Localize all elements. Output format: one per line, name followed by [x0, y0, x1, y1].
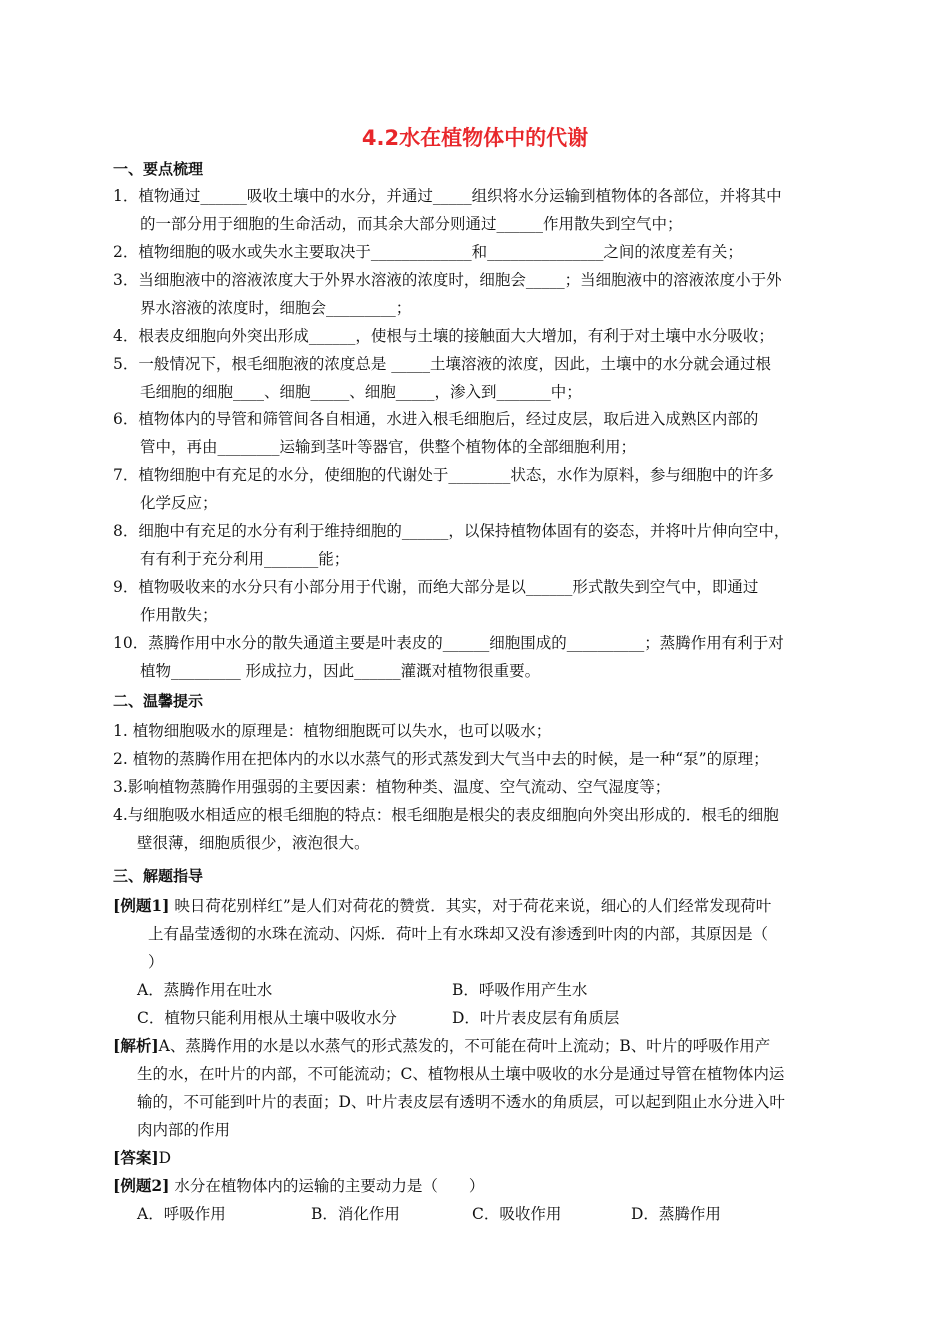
option-c: C．植物只能利用根从土壤中吸收水分 [137, 1009, 397, 1027]
text-line: A、蒸腾作用的水是以水蒸气的形式蒸发的，不可能在荷叶上流动；B、叶片的呼吸作用产 [158, 1037, 771, 1055]
option-c: C．吸收作用 [472, 1205, 562, 1223]
section-heading-problem-guide: 三、解题指导 [113, 867, 204, 885]
answer-value: D [158, 1149, 172, 1167]
text-line: 作用散失； [140, 606, 218, 624]
text-line: 壁很薄，细胞质很少，液泡很大。 [137, 834, 370, 852]
text-line: 3．当细胞液中的溶液浓度大于外界水溶液的浓度时，细胞会_____；当细胞液中的溶液浓度小于外 [113, 271, 782, 289]
text-line: 有有利于充分利用_______能； [140, 550, 350, 568]
text-line: 生的水，在叶片的内部，不可能流动；C、植物根从土壤中吸收的水分是通过导管在植物体内运 [137, 1065, 785, 1083]
answer-tag: [答案] [113, 1148, 159, 1167]
example-2-tag: [例题2] [113, 1176, 170, 1195]
text-line: 1. 植物细胞吸水的原理是：植物细胞既可以失水，也可以吸水； [113, 722, 552, 740]
text-line: 界水溶液的浓度时，细胞会_________； [140, 299, 412, 317]
text-line: 输的，不可能到叶片的表面；D、叶片表皮层有透明不透水的角质层，可以起到阻止水分进入叶 [137, 1093, 785, 1111]
text-line: 2. 植物的蒸腾作用在把体内的水以水蒸气的形式蒸发到大气当中去的时候，是一种“泵”的原理； [113, 750, 769, 768]
text-line: ） [148, 953, 164, 971]
text-line: 化学反应； [140, 494, 218, 512]
analysis-block [113, 1036, 770, 1056]
text-line: 4.与细胞吸水相适应的根毛细胞的特点：根毛细胞是根尖的表皮细胞向外突出形成的．根毛的细胞 [113, 806, 779, 824]
example-1-question [113, 896, 771, 916]
section-heading-tips: 二、温馨提示 [113, 692, 204, 710]
text-line: 的一部分用于细胞的生命活动，而其余大部分则通过______作用散失到空气中； [140, 215, 683, 233]
text-line: 管中，再由________运输到茎叶等器官，供整个植物体的全部细胞利用； [140, 438, 637, 456]
text-line: 水分在植物体内的运输的主要动力是（ ） [169, 1177, 485, 1195]
text-line: 上有晶莹透彻的水珠在流动、闪烁．荷叶上有水珠却又没有渗透到叶肉的内部，其原因是（ [148, 925, 769, 943]
answer-line [113, 1148, 171, 1168]
example-2-question [113, 1176, 484, 1196]
page-title: 4.2水在植物体中的代谢 [361, 126, 589, 150]
text-line: 7．植物细胞中有充足的水分，使细胞的代谢处于________状态，水作为原料，参与细胞中的许多 [113, 466, 774, 484]
text-line: 9．植物吸收来的水分只有小部分用于代谢，而绝大部分是以______形式散失到空气中，即通过 [113, 578, 759, 596]
option-d: D．叶片表皮层有角质层 [452, 1009, 620, 1027]
text-line: 植物_________ 形成拉力，因此______灌溉对植物很重要。 [140, 662, 541, 680]
option-b: B．消化作用 [311, 1205, 400, 1223]
text-line: 8．细胞中有充足的水分有利于维持细胞的______，以保持植物体固有的姿态，并将叶片伸向空中， [113, 522, 790, 540]
text-line: 5．一般情况下，根毛细胞液的浓度总是 _____土壤溶液的浓度，因此，土壤中的水分就会通过根 [113, 355, 772, 373]
section-heading-key-points: 一、要点梳理 [113, 160, 204, 178]
option-a: A．蒸腾作用在吐水 [137, 981, 273, 999]
text-line: 4．根表皮细胞向外突出形成______，使根与土壤的接触面大大增加，有利于对土壤中水分吸收； [113, 327, 774, 345]
text-line: 毛细胞的细胞____、细胞_____、细胞_____，渗入到_______中； [140, 383, 582, 401]
text-line: 映日荷花别样红”是人们对荷花的赞赏．其实，对于荷花来说，细心的人们经常发现荷叶 [169, 897, 772, 915]
option-a: A．呼吸作用 [137, 1205, 226, 1223]
text-line: 2．植物细胞的吸水或失水主要取决于_____________和_______________之间的浓度差有关； [113, 243, 743, 261]
text-line: 肉内部的作用 [137, 1121, 231, 1139]
text-line: 3.影响植物蒸腾作用强弱的主要因素：植物种类、温度、空气流动、空气湿度等； [113, 778, 671, 796]
text-line: 10．蒸腾作用中水分的散失通道主要是叶表皮的______细胞围成的__________；蒸腾作用有利于对 [113, 634, 784, 652]
text-line: 1．植物通过______吸收土壤中的水分，并通过_____组织将水分运输到植物体的各部位，并将其中 [113, 187, 782, 205]
analysis-tag: [解析] [113, 1036, 159, 1055]
text-line: 6．植物体内的导管和筛管间各自相通，水进入根毛细胞后，经过皮层，取后进入成熟区内部的 [113, 410, 759, 428]
option-b: B．呼吸作用产生水 [452, 981, 588, 999]
option-d: D．蒸腾作用 [631, 1205, 721, 1223]
example-1-tag: [例题1] [113, 896, 170, 915]
